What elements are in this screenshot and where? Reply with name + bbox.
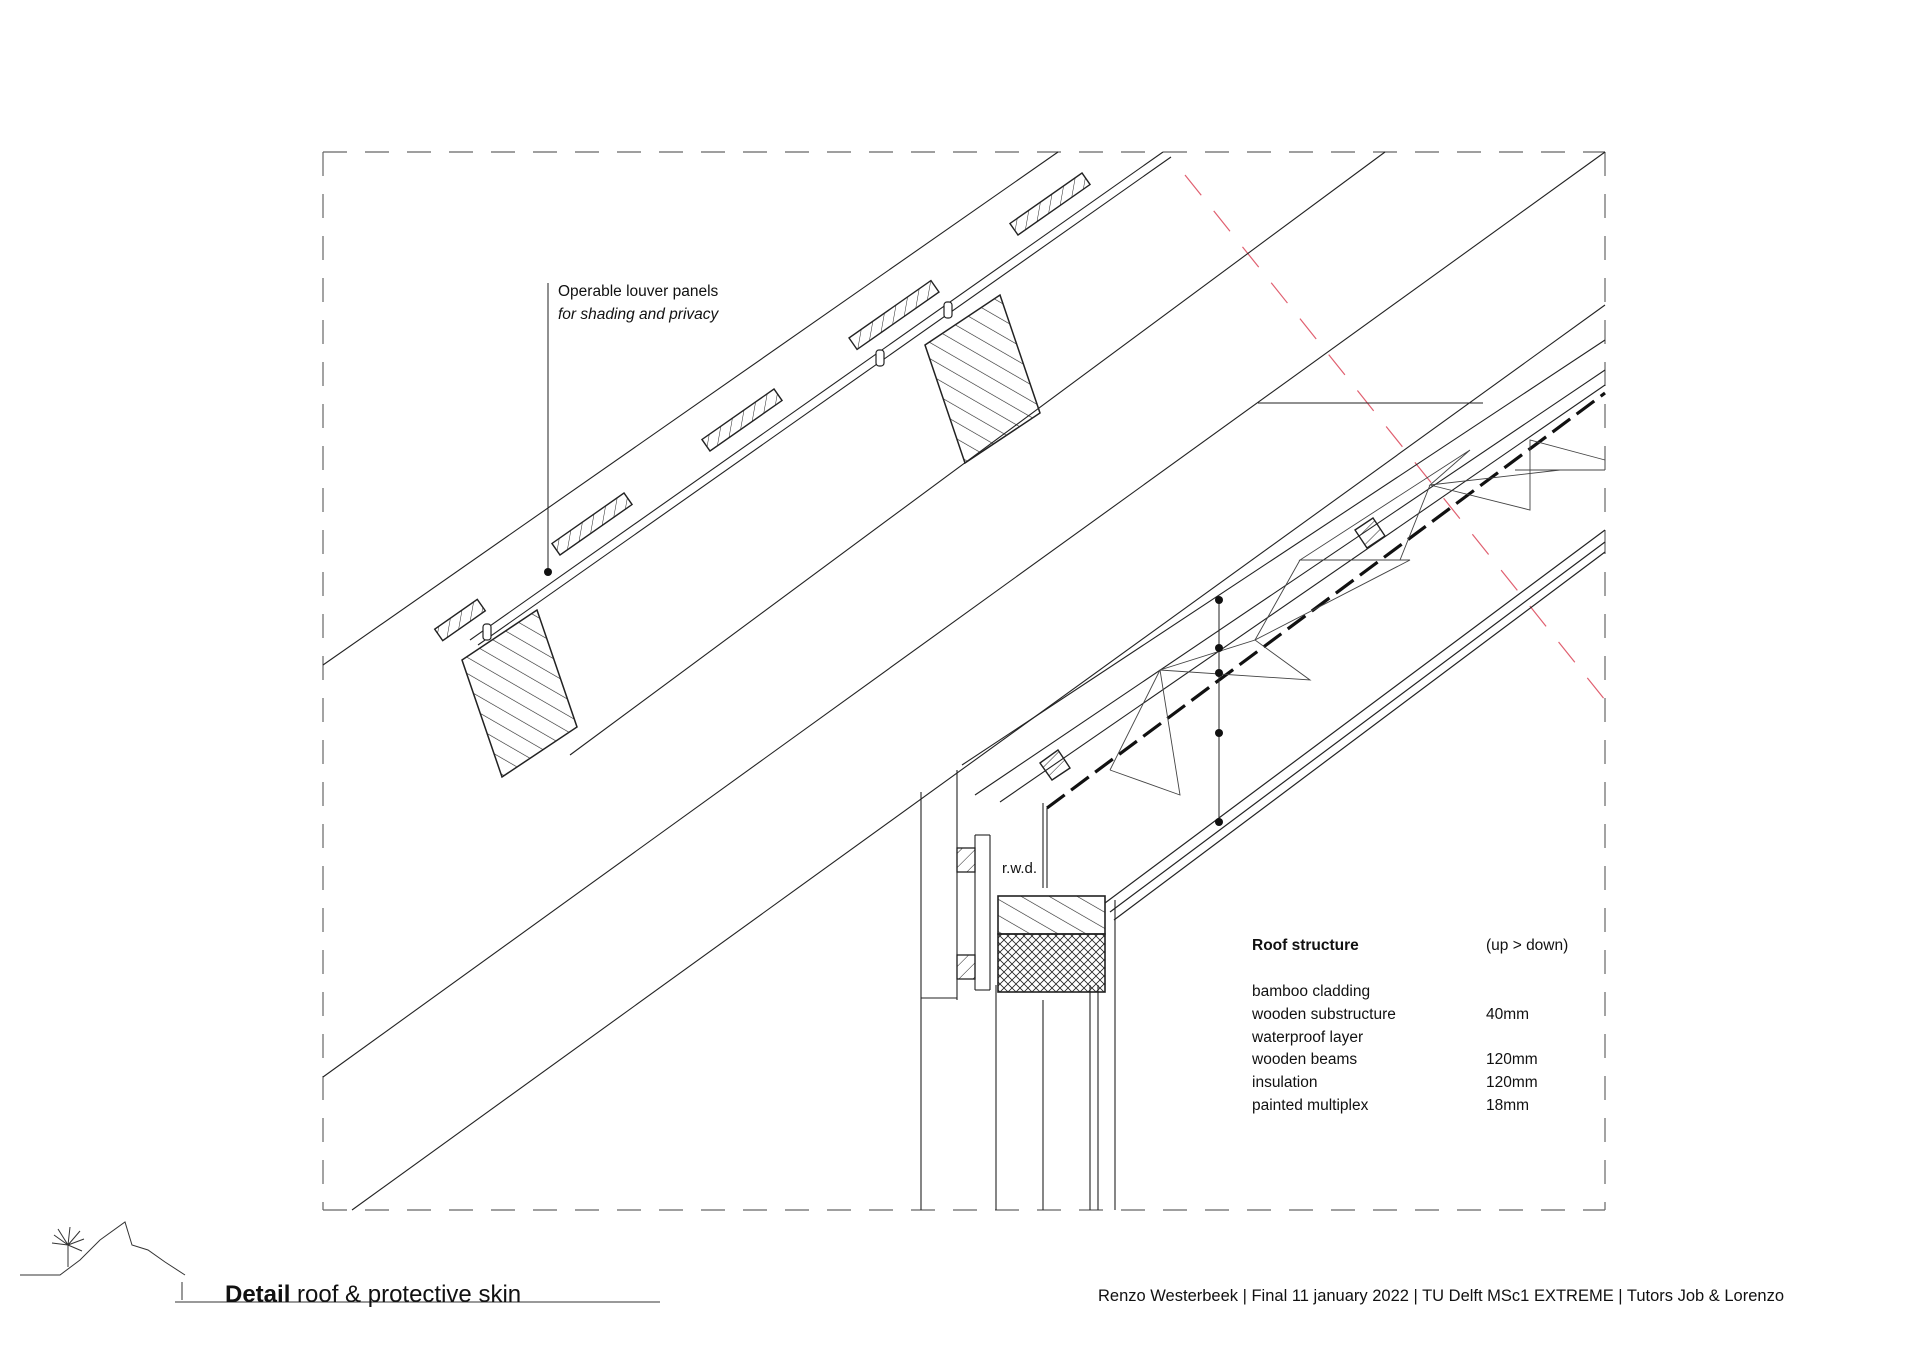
sheet-credits: Renzo Westerbeek | Final 11 january 2022 | TU Delft MSc1 EXTREME | Tutors Job & Lorenzo [1098,1287,1784,1305]
eave-beam [998,896,1105,992]
layer-name: wooden substructure [1252,1006,1396,1023]
sheet-title [225,1281,521,1309]
layer-value: 40mm [1486,1006,1530,1023]
rwd-label: r.w.d. [1002,860,1038,877]
layer-name: wooden beams [1252,1051,1358,1068]
wall-bolts [957,848,975,979]
louver-sublabel: for shading and privacy [558,306,719,323]
waterproof-layer [1047,393,1605,808]
layer-name: waterproof layer [1252,1029,1364,1046]
layer-name: insulation [1252,1074,1318,1091]
louver-leader-dot [544,568,552,576]
layer-name: bamboo cladding [1252,983,1371,1000]
battens [1040,518,1385,780]
louver-hinges [483,302,952,640]
layer-value: 120mm [1486,1051,1538,1068]
layer-value: 120mm [1486,1074,1538,1091]
layer-name: painted multiplex [1252,1097,1369,1114]
sheet-title-rest: roof & protective skin [297,1281,522,1308]
sheet-title-bold: Detail [225,1281,291,1308]
substructure-beams [462,295,1040,777]
louver-label: Operable louver panels [558,283,719,300]
layer-value: 18mm [1486,1097,1530,1114]
layer-leader [1215,596,1223,826]
legend-title: Roof structure [1252,937,1359,954]
legend-order: (up > down) [1486,937,1569,954]
